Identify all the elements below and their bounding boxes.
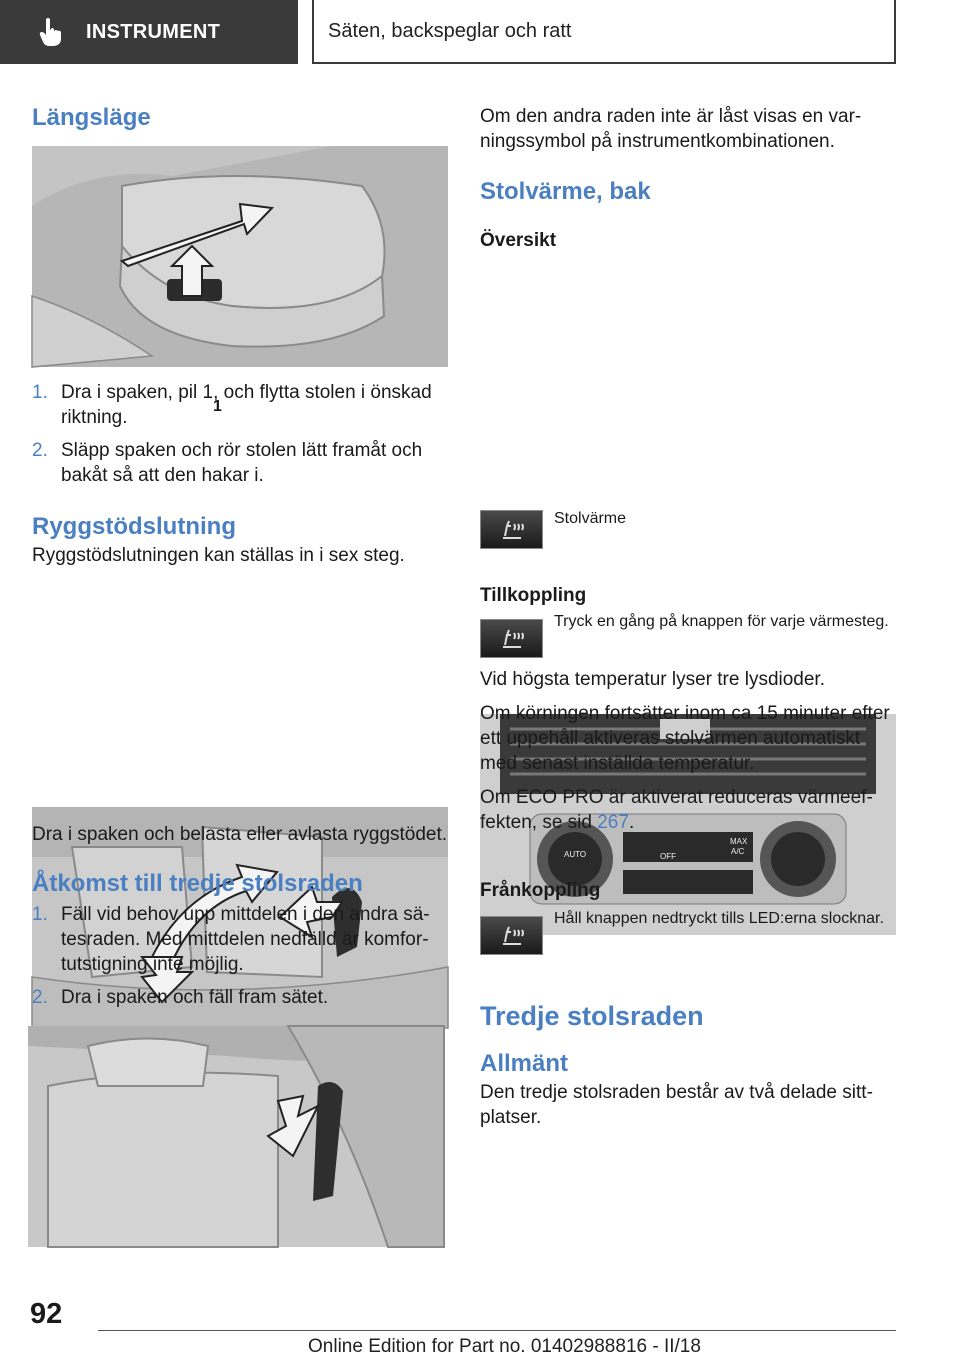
langslage-heading: Längsläge	[32, 104, 151, 131]
oversikt-heading: Översikt	[480, 230, 557, 251]
frankoppling-instruction: Håll knappen nedtryckt tills LED:erna slocknar.	[554, 910, 884, 927]
tredje-section	[480, 1001, 896, 1130]
tredje-text: Den tredje stolsraden består av två delade sittplatser.	[480, 1082, 873, 1128]
stolvarme-section	[480, 178, 896, 252]
atkomst-section	[32, 870, 448, 1018]
callout-1: 1	[213, 398, 222, 415]
tillkoppling-p2: Om körningen fortsätter inom ca 15 minuter efter ett uppehåll aktiveras stolvärmen automatiskt med senast inställda temperatur.	[480, 703, 890, 774]
seat-heating-icon	[480, 619, 543, 658]
edition-footer: Online Edition for Part no. 01402988816 - II/18	[308, 1336, 701, 1357]
warning-text: Om den andra raden inte är låst visas en varningssymbol på instrumentkombinationen.	[480, 106, 862, 152]
tillkoppling-p3: Om ECO PRO är aktiverat reduceras värmeeffekten, se sid 267.	[480, 787, 873, 833]
third-row-access-photo	[28, 1026, 444, 1247]
ryggstod-caption-block	[32, 822, 448, 847]
auto-label: AUTO	[564, 850, 587, 859]
warning-text-block	[480, 104, 896, 154]
hand-pointer-icon	[34, 15, 68, 49]
atkomst-heading: Åtkomst till tredje stolsraden	[32, 870, 363, 897]
tillkoppling-p1: Vid högsta temperatur lyser tre lysdioder.	[480, 669, 825, 690]
seat-heating-label: Stolvärme	[554, 510, 627, 527]
tillkoppling-instruction: Tryck en gång på knappen för varje värmesteg.	[554, 613, 889, 630]
list-item: 2. Släpp spaken och rör stolen lätt framåt och bakåt så att den hakar i.	[32, 440, 423, 486]
ryggstod-intro: Ryggstödslutningen kan ställas in i sex steg.	[32, 545, 405, 566]
langslage-steps	[32, 380, 448, 496]
tillkoppling-heading: Tillkoppling	[480, 585, 587, 606]
frankoppling-section	[480, 880, 896, 955]
section-label: INSTRUMENT	[86, 20, 221, 43]
max-label: MAX	[730, 837, 748, 846]
ryggstod-section	[32, 513, 448, 568]
section-tab[interactable]	[0, 0, 298, 64]
stolvarme-heading: Stolvärme, bak	[480, 178, 651, 205]
stolvarme-icon-row	[480, 510, 896, 549]
page-number: 92	[30, 1298, 63, 1330]
langslage-section	[32, 104, 448, 132]
tillkoppling-section	[480, 585, 896, 835]
list-item: 1. Dra i spaken, pil 1, och flytta stolen i önskad riktning.	[32, 382, 432, 428]
allmant-heading: Allmänt	[480, 1050, 569, 1077]
list-item: 2. Dra i spaken och fäll fram sätet.	[32, 987, 329, 1008]
ryggstod-heading: Ryggstödslutning	[32, 513, 236, 540]
seat-heating-icon	[480, 510, 543, 549]
ryggstod-caption: Dra i spaken och belasta eller avlasta ryggstödet.	[32, 824, 448, 845]
page-reference-link[interactable]: 267	[597, 812, 629, 833]
ac-label: A/C	[731, 847, 745, 856]
list-item: 1. Fäll vid behov upp mittdelen i den andra sätesraden. Med mittdelen nedfälld är komfortutstigning inte möjlig.	[32, 904, 430, 975]
seat-heating-icon	[480, 916, 543, 955]
chapter-title: Säten, backspeglar och ratt	[312, 0, 896, 64]
frankoppling-heading: Frånkoppling	[480, 880, 601, 901]
footer-divider	[98, 1330, 896, 1331]
off-label: OFF	[660, 852, 676, 861]
tredje-heading: Tredje stolsraden	[480, 1001, 704, 1031]
